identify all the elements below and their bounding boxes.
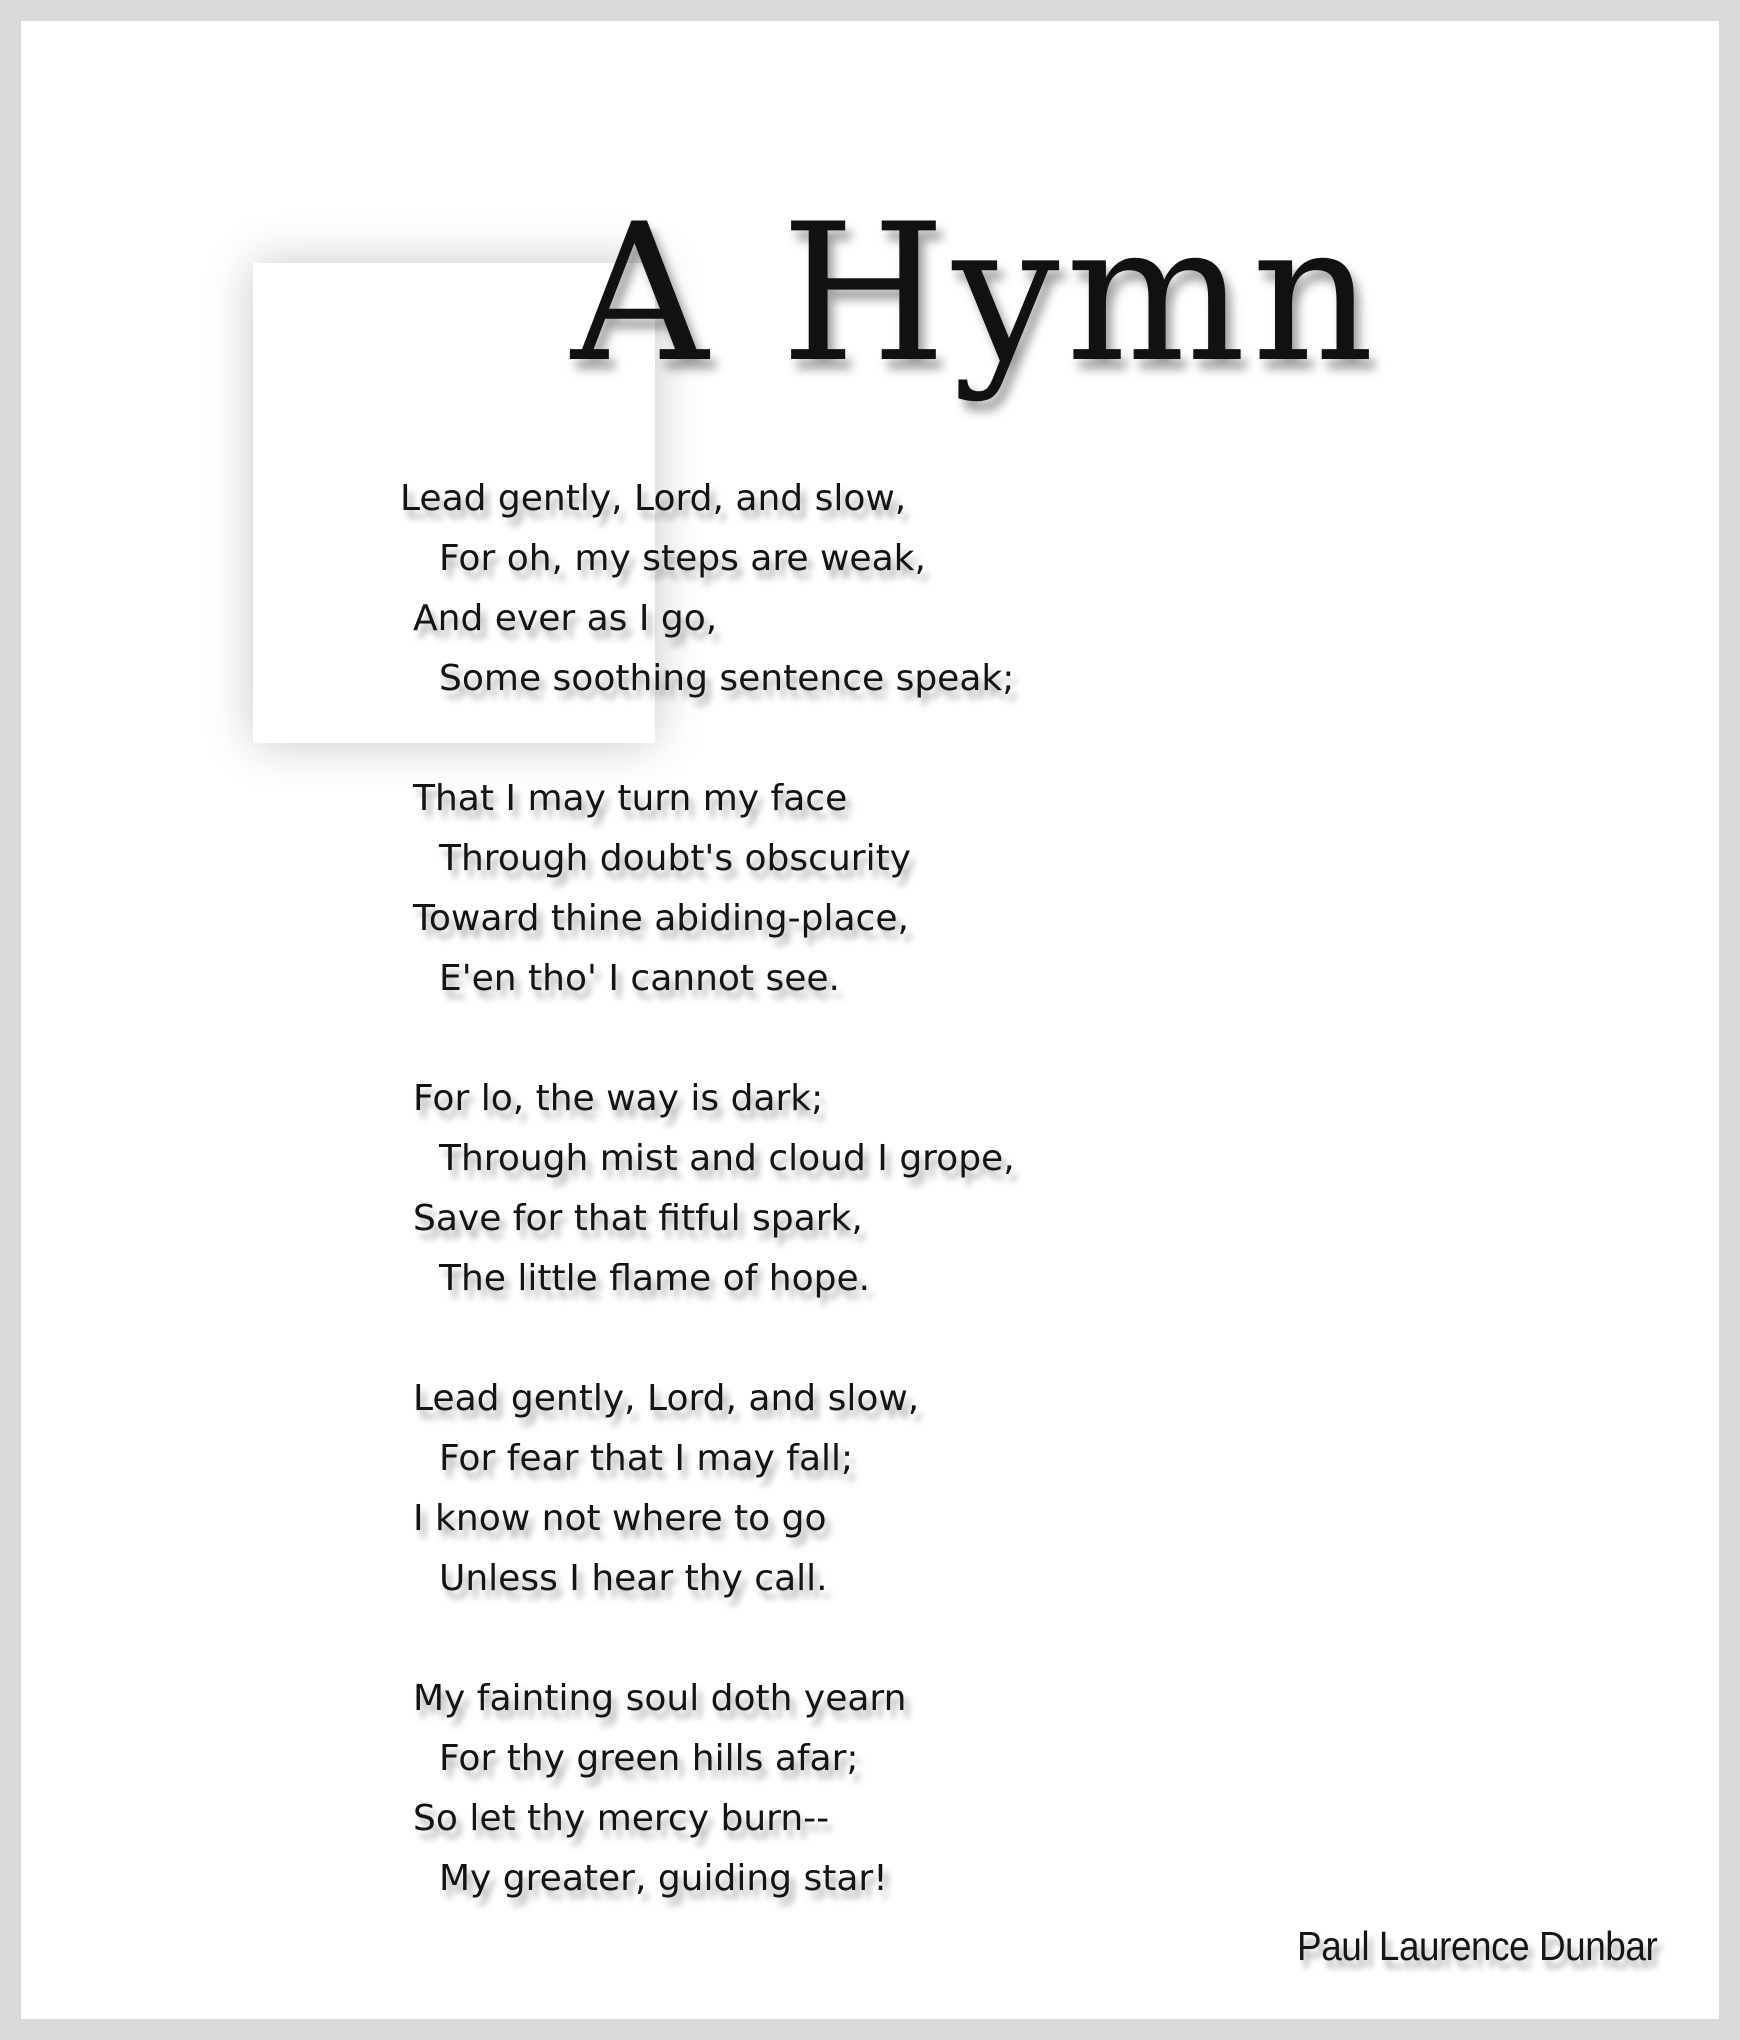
poem-line: For fear that I may fall; <box>439 1438 854 1479</box>
poem-line: Save for that fitful spark, <box>413 1198 863 1239</box>
poem-line: For oh, my steps are weak, <box>439 538 926 579</box>
poem-line: Lead gently, Lord, and slow, <box>413 1378 920 1419</box>
poem-line: Some soothing sentence speak; <box>439 658 1015 699</box>
poem-line: E'en tho' I cannot see. <box>439 958 840 999</box>
poem-line: Lead gently, Lord, and slow, <box>400 478 907 519</box>
poem-line: Through mist and cloud I grope, <box>439 1138 1015 1179</box>
poem-line: So let thy mercy burn-- <box>413 1798 830 1839</box>
poem-line: My greater, guiding star! <box>439 1858 888 1899</box>
stanza-4 <box>413 1369 1313 1609</box>
poem-line: My fainting soul doth yearn <box>413 1678 907 1719</box>
poem-line: And ever as I go, <box>413 598 718 639</box>
poem-line: Unless I hear thy call. <box>439 1558 828 1599</box>
poem-line: Toward thine abiding-place, <box>413 898 909 939</box>
poem-line: Through doubt's obscurity <box>439 838 911 879</box>
poem-line: I know not where to go <box>413 1498 827 1539</box>
poem-line: For lo, the way is dark; <box>413 1078 824 1119</box>
poem-page <box>21 21 1719 2019</box>
stanza-5 <box>413 1669 1313 1909</box>
poem-author: Paul Laurence Dunbar <box>1296 1923 1657 1969</box>
stanza-1 <box>400 469 1313 709</box>
stanza-3 <box>413 1069 1313 1309</box>
poem-title: A Hymn <box>571 183 1381 404</box>
stanza-2 <box>413 769 1313 1009</box>
poem-body <box>400 469 1313 1969</box>
poem-line: The little flame of hope. <box>439 1258 871 1299</box>
poem-line: For thy green hills afar; <box>439 1738 859 1779</box>
poem-line: That I may turn my face <box>413 778 848 819</box>
